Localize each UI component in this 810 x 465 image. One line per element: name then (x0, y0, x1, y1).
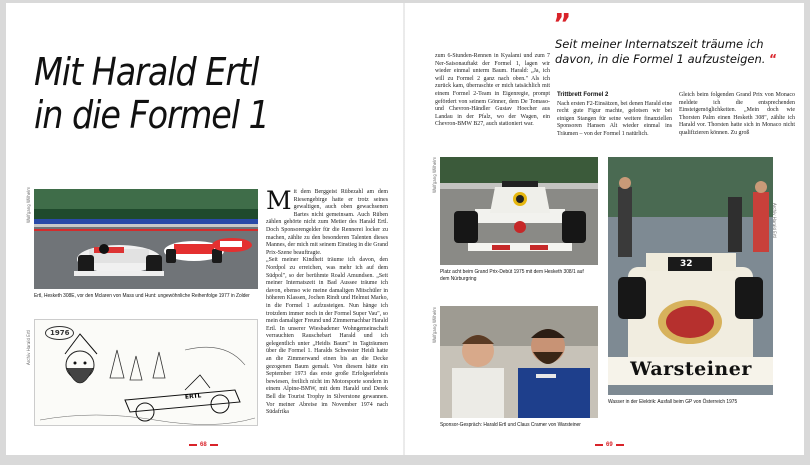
drop-cap: M (266, 186, 292, 215)
paragraph: „Seit meiner Kindheit träume ich davon, den Nordpol zu erreichen, was mehr ich auf dem Südpol", so der berühmte Roald Amundsen. „Seit meiner Internatszeit in Bad Aussee träume ich davon, ebenso wie meine damaligen Mitschüler in höheren Klassen, Jochen Rindt und Helmut Marko, in die Formel 1 aufzusteigen. Nun hänge ich trotzdem immer noch in der Formel Super Vau", so mein damaliger Freund und Zimmernachbar Harald Ertl. In unserer Wiesbadener Wohngemeinschaft verrauchten Rauschebart Harald und ich gelegentlich unter „Heidis Baum" in Tagträumen über die Formel 1. Haralds Schwester Heidi hatte an die Zimmerwand einen bis an die Decke gezogenen Baum gemalt. Von diesem hätte ein September 1973 das erste große Erfolgserlebnis bewiesen, freilich nicht im Motorsporte sondern in einem Alpine-BMW, mit dem Harald und Derek Bell die Tourist Trophy in Silverstone gewannen. Vor meiner Abreise im November 1974 nach Südafrika (266, 257, 388, 416)
cartoon-credit: Archiv Harald Ertl (26, 329, 31, 365)
cartoon-year: 1976 (45, 326, 74, 340)
title-line-1: Mit Harald Ertl (34, 50, 259, 94)
page-number (595, 442, 624, 448)
title-line-2: in die Formel 1 (34, 93, 269, 137)
right-page (405, 3, 804, 455)
car-number: 32 (680, 259, 693, 269)
article-body-column (266, 186, 388, 417)
photo-credit: Wolfgang Wilhelm (432, 306, 437, 343)
pull-quote (555, 37, 795, 67)
photo-credit: Wolfgang Wilhelm (432, 156, 437, 193)
paragraph: Nach ersten F2-Einsätzen, bei denen Harald eine recht gute Figur machte, gelotsen wir bei einigen Stangen für seine weitere finanziellen Sponsoren Hansen Alt wieder einmal ins Träumen – von der Formel 1 natürlich. (557, 100, 672, 137)
race-photo-zolder (34, 189, 258, 289)
paragraph: it dem Berggeist Rübezahl am dem Riesengebirge hatte er trotz seines gewaltigen, auch oben gewachsenen Bartes nicht gemeinsam. Auch Rüben zählen gehörte nicht zum Metier des Harald Ertl. Doch Sponsorengelder für die Rennerei locker zu machen, zählte zu den besonderen Talenten dieses Mannes, der mich mit seinem Einstieg in die Grand Prix-Szene beauftragte. (266, 189, 388, 256)
photo-credit: Archiv Harald Ertl (772, 203, 777, 239)
sponsor-meeting-photo (440, 306, 598, 418)
quote-close-mark: “ (769, 52, 777, 66)
photo-caption: Platz acht beim Grand Prix-Debüt 1975 mit dem Hesketh 308/1 auf dem Nürburgring (440, 269, 584, 282)
text-column-2 (557, 92, 672, 139)
text-column-1 (435, 53, 550, 129)
hesketh-nuerburgring-photo (440, 157, 598, 265)
section-subhead: Trittbrett Formel 2 (557, 92, 609, 98)
cartoon-drawing (34, 319, 258, 426)
quote-open-mark: ” (553, 7, 570, 40)
page-number-value: 68 (200, 442, 207, 448)
photo-credit: Wolfgang Wilhelm (26, 186, 31, 223)
pull-quote-text: Seit meiner Internatszeit träume ich davon, in die Formel 1 aufzusteigen. (555, 37, 766, 66)
photo-caption: Sponsor-Gespräch: Harald Ertl und Claus Cramer von Warsteiner (440, 422, 581, 428)
warsteiner-car-photo (608, 157, 773, 395)
paragraph: zum 6-Stunden-Rennen in Kyalami und zum 7 Ner-Saisonauftakt der Formel 1, lagen wir wieder einmal unterm Baum. Harald: „Ja, ich will zu Formel 2 ganz nach oben." Als ich zurück kam, überraschte er mich tatsächlich mit einem Formel 2-Team in Eigenregie, prompt gefördert von seinem Gönner, dem De Tomaso- und Chevron-Händler Gustav Hoecher aus Landau in der Pfalz, wo der Wagen, ein Chevron-BMW B27, auch stationiert war. (435, 53, 550, 128)
photo-caption: Ertl, Hesketh 308E, vor den Mclaren von Mass und Hunt: ungewöhnliche Reihenfolge 1977 in Zolder (34, 293, 250, 299)
cartoon-label: ERTL (184, 392, 202, 401)
photo-caption: Wasser in der Elektrik: Ausfall beim GP von Österreich 1975 (608, 399, 738, 405)
left-page (6, 3, 403, 455)
paragraph: Gleich beim folgenden Grand Prix von Monaco meldete ich die entsprechenden Einsteigemöglichkeiten. „Mein doch wie Thorsten Palm einen Hesketh 308", zählte ich Harald vor. Thorsten hatte sich in Monaco nicht qualifizieren können. Zu groß (679, 92, 795, 136)
warsteiner-sign: Warsteiner (630, 358, 752, 380)
text-column-3 (679, 92, 795, 138)
page-number (189, 442, 218, 448)
page-number-value: 69 (606, 442, 613, 448)
page-title (34, 51, 269, 137)
